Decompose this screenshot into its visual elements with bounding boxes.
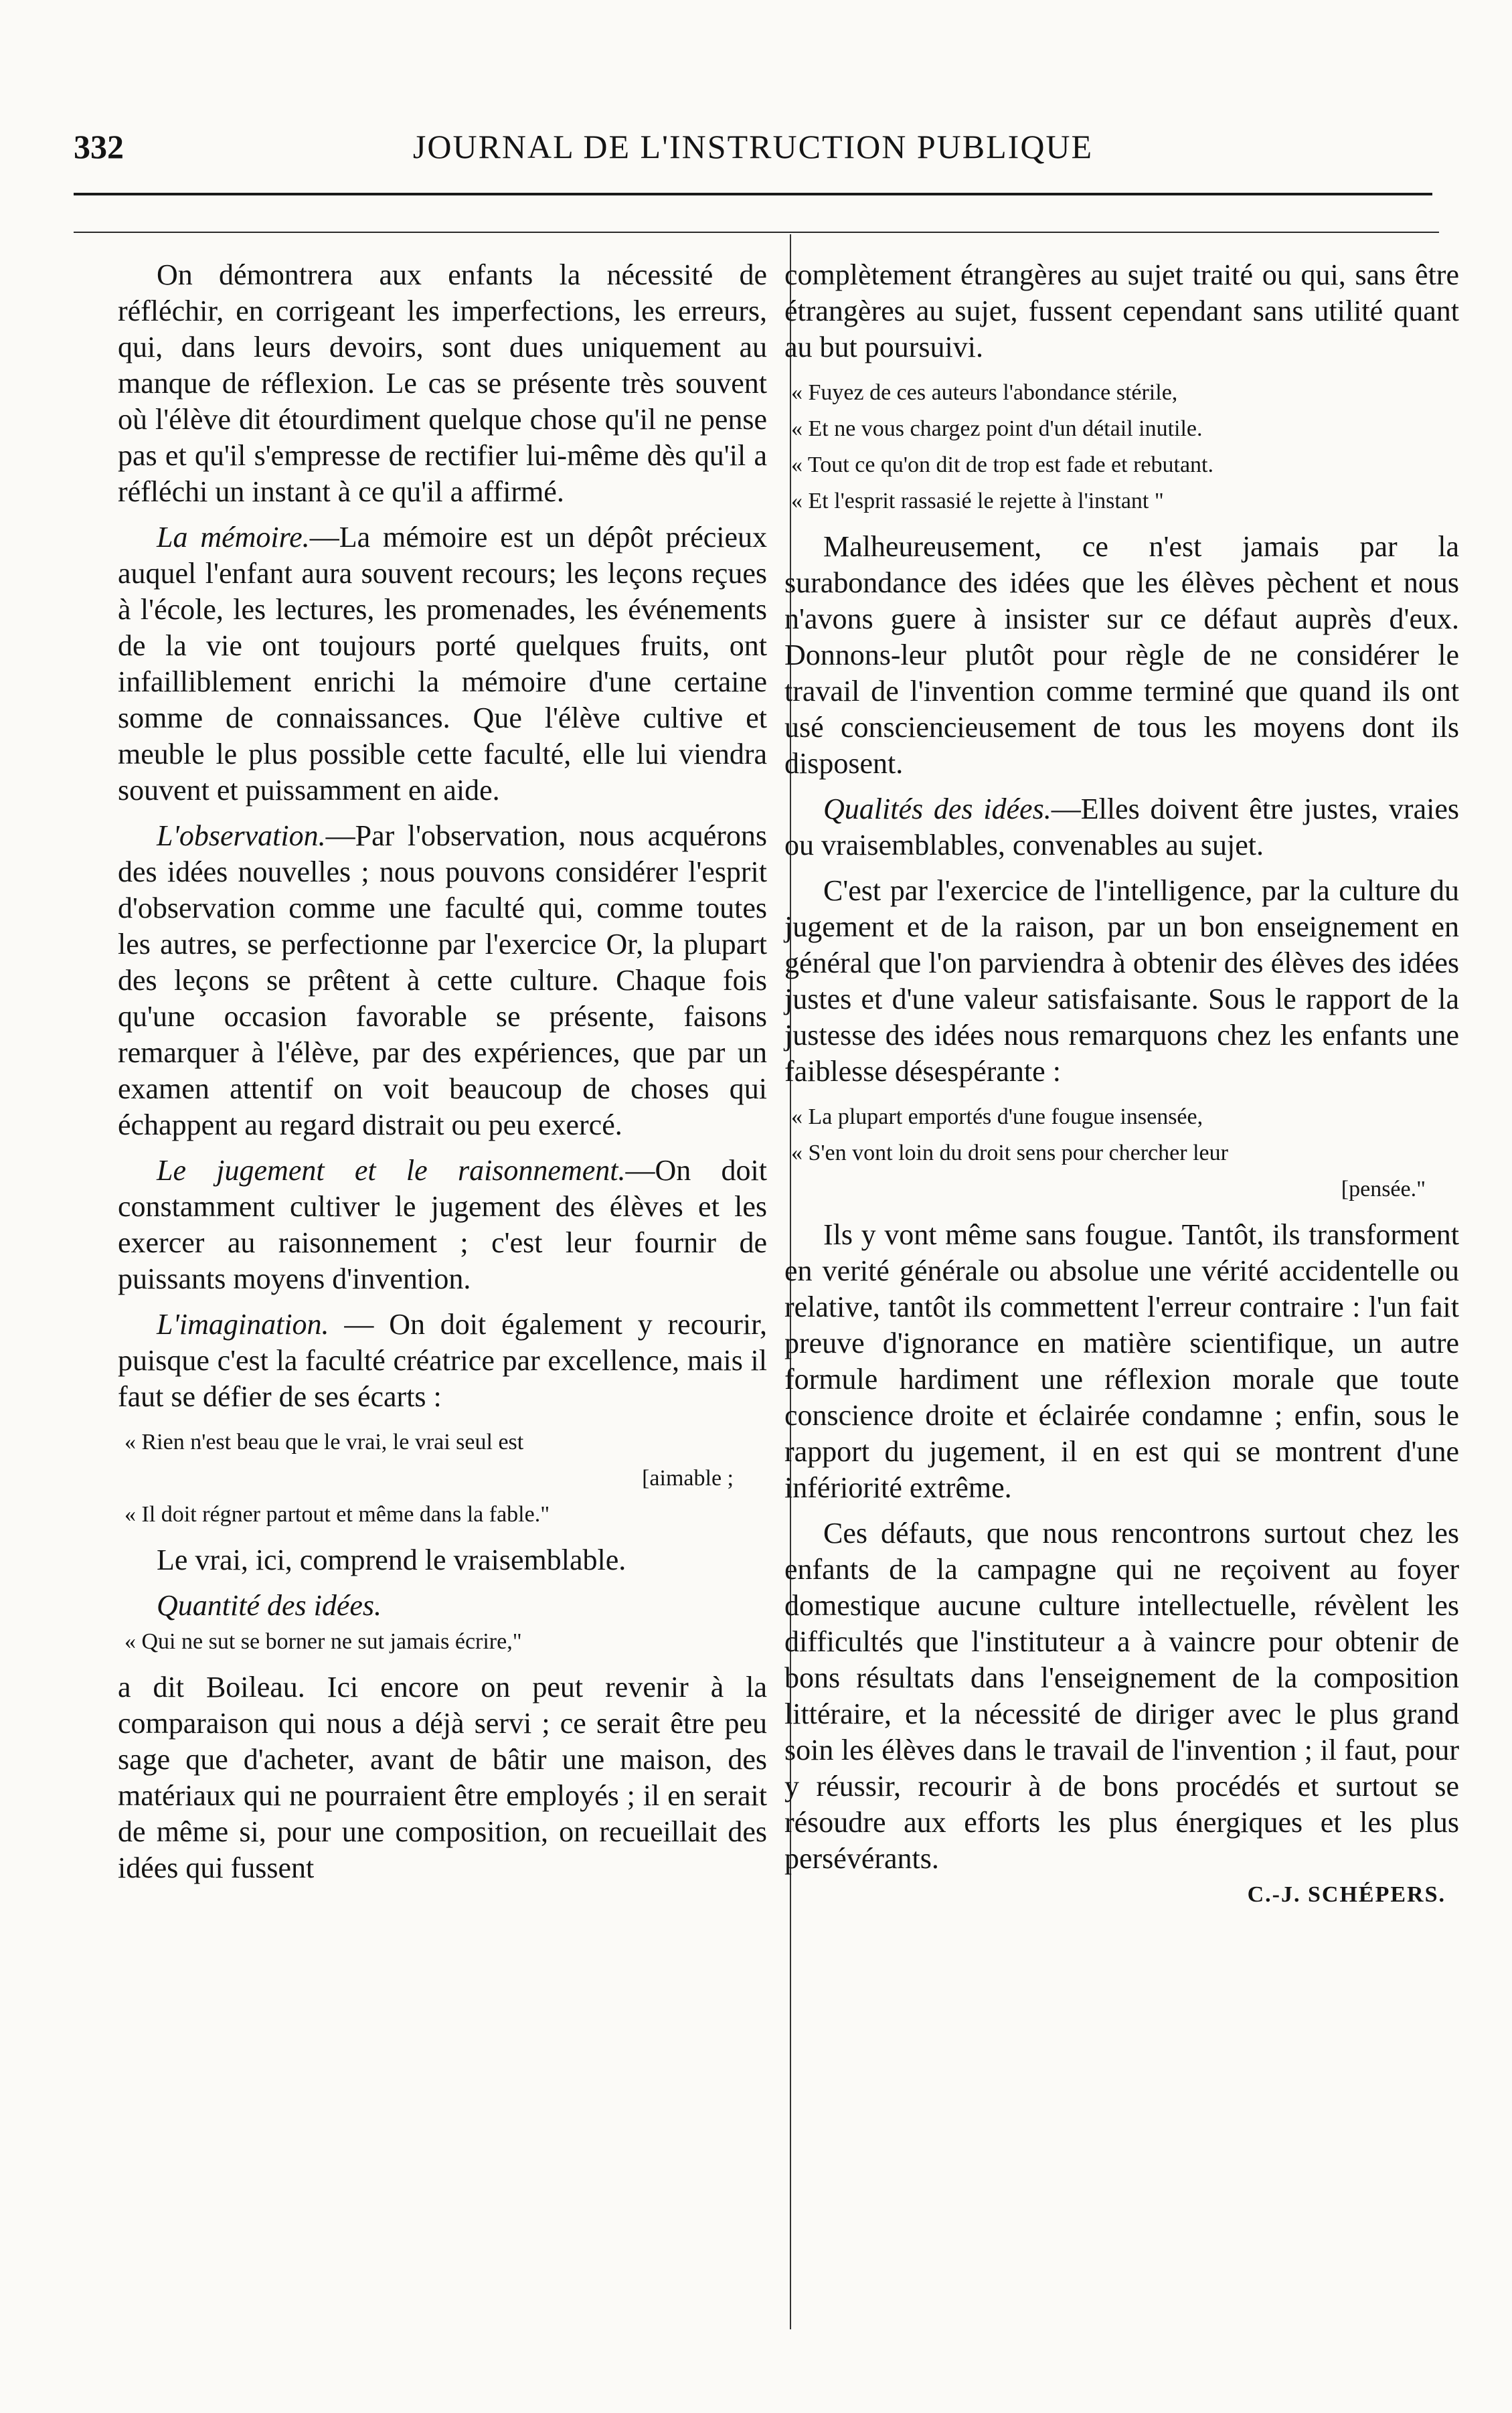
paragraph: Ils y vont même sans fougue. Tantôt, ils transforment en verité générale ou absolue une vérité accidentelle ou relative, tantôt ils commettent l'erreur contraire : l'un fait preuve d'ignorance en matière scientifique, un autre formule hardiment une réflexion morale que toute conscience droite et éclairée condamne ; enfin, sous le rapport du jugement, il en est qui se montrent d'une infériorité extrême. — [784, 1218, 1459, 1504]
verse-quote: « Il doit régner partout et même dans la fable." — [124, 1502, 550, 1527]
paragraph-text: —On doit constamment cultiver le jugement des élèves et les exercer au raisonnement ; c'est leur fournir de puissants moyens d'invention. — [118, 1154, 767, 1295]
paragraph — [118, 519, 767, 809]
paragraph-text: — On doit également y recourir, puisque c'est la faculté créatrice par excellence, mais il faut se défier de ses écarts : — [118, 1308, 767, 1413]
verse-quote-continuation: [pensée." — [1341, 1177, 1426, 1201]
verse-quote: « Fuyez de ces auteurs l'abondance stérile, — [791, 380, 1178, 405]
left-column — [118, 257, 767, 1886]
verse-quote: « S'en vont loin du droit sens pour chercher leur — [791, 1141, 1228, 1165]
paragraph: complètement étrangères au sujet traité ou qui, sans être étrangères au sujet, fussent cependant sans utilité quant au but poursuivi. — [784, 258, 1459, 363]
section-heading: Le jugement et le raisonnement. — [157, 1154, 626, 1187]
paragraph: Ces défauts, que nous rencontrons surtout chez les enfants de la campagne qui ne reçoivent au foyer domestique aucune culture intellectuelle, révèlent les difficultés que l'instituteur a à vaincre pour obtenir de bons résultats dans l'enseignement de la composition littéraire, et la nécessité de diriger avec le plus grand soin les élèves dans le travail de l'invention ; il faut, pour y réussir, recourir à de bons procédés et surtout se résoudre aux efforts les plus énergiques et les plus persévérants. — [784, 1517, 1459, 1875]
header-rule — [74, 193, 1432, 195]
section-heading: L'imagination. — [157, 1308, 329, 1341]
running-title: JOURNAL DE L'INSTRUCTION PUBLIQUE — [412, 128, 1094, 165]
paragraph: C'est par l'exercice de l'intelligence, par la culture du jugement et de la raison, par un bon enseignement en général que l'on parviendra à obtenir des élèves des idées justes et d'une valeur satisfaisante. Sous le rapport de la justesse des idées nous remarquons chez les enfants une faiblesse désespérante : — [784, 874, 1459, 1088]
section-heading: La mémoire. — [157, 521, 310, 554]
verse-quote: « Et ne vous chargez point d'un détail inutile. — [791, 416, 1203, 441]
paragraph: Le vrai, ici, comprend le vraisemblable. — [157, 1544, 626, 1576]
page-number: 332 — [74, 128, 124, 165]
paragraph-text: —Par l'observation, nous acquérons des idées nouvelles ; nous pouvons considérer l'esprit d'observation comme une faculté qui, comme toutes les autres, se perfectionne par l'exercice Or, la plupart des leçons se prêtent à cette culture. Chaque fois qu'une occasion favorable se présente, faisons remarquer à l'élève, par des expériences, que par un examen attentif on voit beaucoup de choses qui échappent au regard distrait ou peu exercé. — [118, 819, 767, 1141]
verse-quote: « La plupart emportés d'une fougue insensée, — [791, 1104, 1203, 1129]
paragraph — [784, 791, 1459, 863]
section-heading: Quantité des idées. — [157, 1589, 382, 1622]
paragraph-text: —La mémoire est un dépôt précieux auquel l'enfant aura souvent recours; les leçons reçues à l'école, les lectures, les promenades, les événements de la vie ont toujours porté quelques fruits, ont infailliblement enrichi la mémoire d'une certaine somme de connaissances. Que l'élève cultive et meuble le plus possible cette faculté, elle lui viendra souvent et puissamment en aide. — [118, 521, 768, 807]
paragraph: Malheureusement, ce n'est jamais par la surabondance des idées que les élèves pèchent et nous n'avons guere à insister sur ce défaut auprès d'eux. Donnons-leur plutôt pour règle de ne considérer le travail de l'invention comme terminé que quand ils ont usé consciencieusement de tous les moyens dont ils disposent. — [784, 530, 1459, 780]
verse-quote: « Tout ce qu'on dit de trop est fade et rebutant. — [791, 452, 1213, 477]
verse-quote-continuation: [aimable ; — [642, 1466, 734, 1491]
paragraph — [118, 1307, 767, 1415]
verse-quote: « Rien n'est beau que le vrai, le vrai seul est — [124, 1430, 524, 1454]
paragraph — [118, 818, 767, 1143]
paragraph-text: —Elles doivent être justes, vraies ou vraisemblables, convenables au sujet. — [784, 793, 1459, 861]
verse-quote: « Et l'esprit rassasié le rejette à l'instant " — [791, 489, 1164, 513]
author-signature: C.-J. SCHÉPERS. — [1247, 1882, 1446, 1907]
paragraph — [118, 1153, 767, 1297]
header-rule-thin — [74, 232, 1439, 233]
right-column — [784, 257, 1459, 1913]
paragraph: a dit Boileau. Ici encore on peut revenir à la comparaison qui nous a déjà servi ; ce serait être peu sage que d'acheter, avant de bâtir une maison, des matériaux qui ne pourraient être employés ; il en serait de même si, pour une composition, on recueillait des idées qui fussent — [118, 1671, 767, 1884]
section-heading: Qualités des idées. — [823, 793, 1052, 825]
paragraph: On démontrera aux enfants la nécessité de réfléchir, en corrigeant les imperfections, les erreurs, qui, dans leurs devoirs, sont dues uniquement au manque de réflexion. Le cas se présente très souvent où l'élève dit étourdiment quelque chose qu'il ne pense pas et qu'il s'empresse de rectifier lui-même dès qu'il a réfléchi un instant à ce qu'il a affirmé. — [118, 258, 767, 508]
verse-quote: « Qui ne sut se borner ne sut jamais écrire," — [124, 1629, 522, 1654]
page-header — [74, 119, 1432, 179]
section-heading: L'observation. — [157, 819, 326, 852]
